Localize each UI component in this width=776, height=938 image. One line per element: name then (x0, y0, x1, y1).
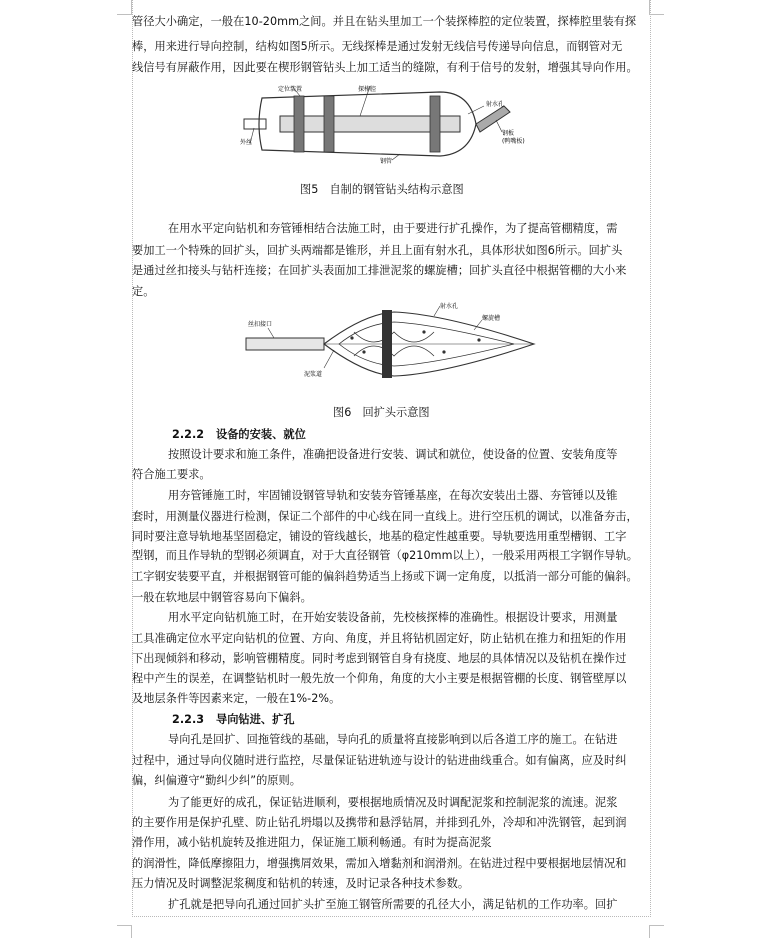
label-probe-cavity: 探棒腔 (358, 86, 377, 93)
section-heading-2-2-2 (172, 427, 692, 442)
section-title: 导向钻进、扩孔 (215, 713, 295, 726)
paragraph-line: 套时，用测量仪器进行检测，保证二个部件的中心线在同一直线上。进行空压机的调试，以准备夯击， (132, 510, 638, 523)
crop-mark (131, 0, 132, 15)
paragraph-line: 管径大小确定，一般在10-20mm之间。并且在钻头里加工一个装探棒腔的定位装置，探棒腔里装有探 (132, 15, 637, 28)
label-spiral-groove: 螺旋槽 (482, 315, 501, 322)
paragraph-line: 用水平定向钻机施工时，在开始安装设备前，先校核探棒的准确性。根据设计要求，用测量 (168, 611, 618, 624)
paragraph-line: 工具准确定位水平定向钻机的位置、方向、角度，并且将钻机固定好，防止钻机在推力和扭矩的作用 (132, 632, 627, 645)
paragraph-line: 及地层条件等因素来定，一般在1%-2%。 (132, 692, 341, 705)
crop-mark (131, 925, 132, 938)
paragraph-line: 的润滑性，降低摩擦阻力，增强携屑效果，需加入增黏剂和润滑剂。在钻进过程中要根据地层情况和 (132, 857, 627, 870)
section-title: 设备的安装、就位 (215, 428, 306, 441)
paragraph-line: 过程中，通过导向仪随时进行监控，尽量保证钻进轨迹与设计的钻进曲线重合。如有偏离，应及时纠 (132, 754, 627, 767)
paragraph-line: 在用水平定向钻机和夯管锤相结合法施工时，由于要进行扩孔操作，为了提高管棚精度，需 (168, 222, 618, 235)
paragraph-line: 型钢，而且作导轨的型钢必须调直，对于大直径钢管（φ210mm以上），一般采用两根工字钢作导轨。 (132, 549, 638, 562)
paragraph-line: 滑作用，减小钻机旋转及推进阻力，保证施工顺利畅通。有时为提高泥浆 (132, 836, 492, 849)
label-pipe: 钢管 (380, 158, 393, 164)
figure-5-drill-bit-diagram (240, 84, 540, 164)
label-water-hole: 射水孔 (440, 303, 459, 310)
paragraph-line: 的主要作用是保护孔壁、防止钻孔坍塌以及携带和悬浮钻屑，并排到孔外，冷却和冲洗钢管，起到润 (132, 816, 627, 829)
section-heading-2-2-3 (172, 712, 692, 727)
paragraph-line: 定。 (132, 285, 155, 298)
paragraph-line: 线信号有屏蔽作用，因此要在楔形钢管钻头上加工适当的缝隙，有利于信号的发射，增强其导向作用。 (132, 61, 638, 74)
crop-mark (649, 925, 650, 938)
label-thread: 外丝 (240, 139, 253, 146)
paragraph-line: 下出现倾斜和移动，影响管棚精度。同时考虑到钢管自身有挠度、地层的具体情况以及钻机在操作过 (132, 652, 627, 665)
paragraph-line: 用夯管锤施工时，牢固铺设钢管导轨和安装夯管锤基座，在每次安装出土器、夯管锤以及锥 (168, 489, 618, 502)
crop-mark (649, 0, 650, 15)
section-number: 2.2.2 (172, 428, 205, 441)
paragraph-line: 偏，纠偏遵守“勤纠少纠”的原则。 (132, 774, 302, 787)
crop-mark (117, 925, 132, 926)
paragraph-line: 程中产生的误差，在调整钻机时一般先放一个仰角，角度的大小主要是根据管棚的长度、钢管壁厚以 (132, 672, 627, 685)
label-locator: 定位装置 (278, 86, 303, 93)
paragraph-line: 扩孔就是把导向孔通过回扩头扩至施工钢管所需要的孔径大小，满足钻机的工作功率。回扩 (168, 898, 618, 911)
paragraph-line: 符合施工要求。 (132, 468, 211, 481)
paragraph-line: 要加工一个特殊的回扩头，回扩头两端都是锥形，并且上面有射水孔，具体形状如图6所示。回扩头 (132, 244, 623, 257)
figure-6-reamer-diagram (244, 302, 544, 390)
paragraph-line: 为了能更好的成孔，保证钻进顺利，要根据地质情况及时调配泥浆和控制泥浆的流速。泥浆 (168, 796, 618, 809)
label-duckbill: (鸭嘴板) (502, 138, 525, 145)
paragraph-line: 棒，用来进行导向控制，结构如图5所示。无线探棒是通过发射无线信号传递导向信息，而钢管对无 (132, 40, 623, 53)
figure-5-caption: 图5 自制的钢管钻头结构示意图 (300, 183, 464, 196)
crop-mark (117, 14, 132, 15)
paragraph-line: 是通过丝扣接头与钻杆连接；在回扩头表面加工排泄泥浆的螺旋槽；回扩头直径中根据管棚的大小来 (132, 264, 627, 277)
paragraph-line: 压力情况及时调整泥浆稠度和钻机的转速，及时记录各种技术参数。 (132, 877, 470, 890)
paragraph-line: 同时要注意导轨地基坚固稳定，铺设的管线越长，地基的稳定性越重要。导轨要选用重型槽钢、工字 (132, 530, 627, 543)
section-number: 2.2.3 (172, 713, 205, 726)
paragraph-line: 导向孔是回扩、回拖管线的基础，导向孔的质量将直接影响到以后各道工序的施工。在钻进 (168, 733, 618, 746)
paragraph-line: 一般在软地层中钢管容易向下偏斜。 (132, 591, 312, 604)
label-mud-channel: 泥浆道 (304, 371, 323, 378)
label-thread-joint: 丝扣接口 (248, 321, 273, 328)
label-water-hole: 射水孔 (486, 101, 505, 108)
paragraph-line: 按照设计要求和施工条件，准确把设备进行安装、调试和就位，使设备的位置、安装角度等 (168, 448, 618, 461)
figure-6-caption: 图6 回扩头示意图 (333, 406, 430, 419)
crop-mark (649, 925, 664, 926)
paragraph-line: 工字钢安装要平直，并根据钢管可能的偏斜趋势适当上扬或下调一定角度，以抵消一部分可能的偏斜。 (132, 570, 638, 583)
label-steel-plate: 钢板 (502, 130, 515, 137)
